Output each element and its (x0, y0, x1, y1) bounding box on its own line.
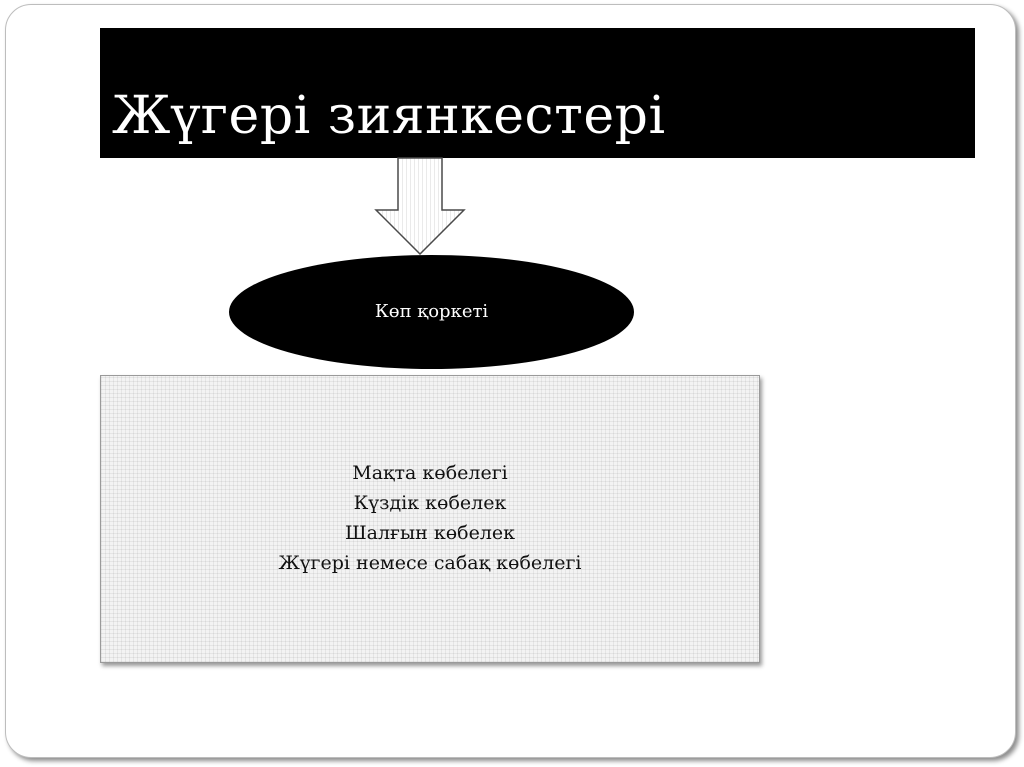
category-ellipse (229, 255, 634, 369)
down-arrow-icon (374, 157, 466, 256)
list-item: Күздік көбелек (353, 492, 507, 514)
ellipse-label: Көп қоркеті (374, 300, 489, 322)
pest-list (101, 458, 759, 578)
pest-list-box (100, 375, 760, 663)
list-item: Мақта көбелегі (352, 462, 508, 484)
slide-title: Жүгері зиянкестері (112, 86, 666, 146)
list-item: Жүгері немесе сабақ көбелегі (278, 552, 582, 574)
title-bar (100, 28, 975, 158)
list-item: Шалғын көбелек (344, 522, 516, 544)
